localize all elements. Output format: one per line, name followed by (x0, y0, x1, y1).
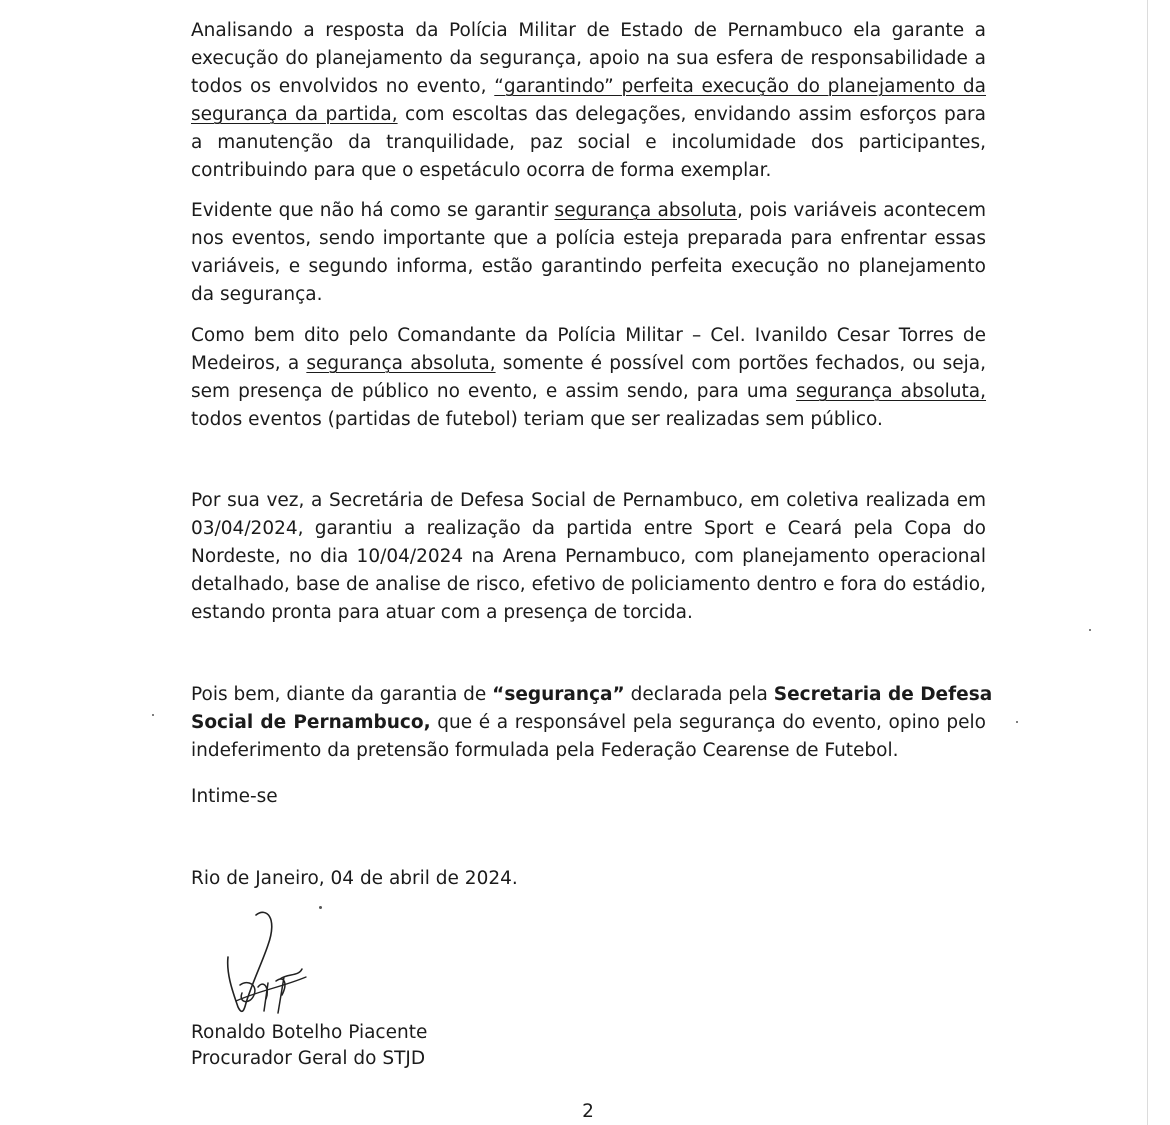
paragraph-line: Analisando a resposta da Polícia Militar de Estado de Pernambuco ela garante a (191, 20, 986, 41)
paragraph-line: variáveis, e segundo informa, estão garantindo perfeita execução no planejamento (191, 256, 986, 277)
paragraph-line: execução do planejamento da segurança, apoio na sua esfera de responsabilidade a (191, 48, 986, 69)
text-run: declarada pela (624, 684, 774, 705)
text-run: Pois bem, diante da garantia de (191, 684, 493, 705)
underlined-text: segurança absoluta (554, 200, 738, 221)
bold-text: “segurança” (492, 684, 625, 705)
signatory-title: Procurador Geral do STJD (191, 1048, 426, 1069)
paragraph-line (191, 681, 993, 709)
paragraph-5 (191, 681, 993, 765)
text-run: Evidente que não há como se garantir (191, 200, 555, 221)
paragraph-line: contribuindo para que o espetáculo ocorra de forma exemplar. (191, 160, 772, 181)
closing-text: Intime-se (191, 786, 278, 807)
signature (218, 905, 318, 1020)
paragraph-line (191, 709, 986, 737)
paragraph-line: Nordeste, no dia 10/04/2024 na Arena Pernambuco, com planejamento operacional (191, 546, 986, 567)
scan-speck (1089, 629, 1091, 631)
text-run: , pois variáveis acontecem (737, 200, 986, 221)
underlined-text: segurança absoluta, (306, 353, 496, 374)
paragraph-line (191, 378, 986, 406)
place-date: Rio de Janeiro, 04 de abril de 2024. (191, 868, 518, 889)
paragraph-line: a manutenção da tranquilidade, paz social e incolumidade dos participantes, (191, 132, 986, 153)
paragraph-line: todos eventos (partidas de futebol) teriam que ser realizadas sem público. (191, 409, 883, 430)
bold-text: Social de Pernambuco, (191, 712, 431, 733)
paragraph-line: 03/04/2024, garantiu a realização da partida entre Sport e Ceará pela Copa do (191, 518, 986, 539)
paragraph-line (191, 350, 986, 378)
paragraph-line (191, 73, 986, 101)
underlined-text: segurança absoluta, (795, 381, 987, 402)
paragraph-2 (191, 197, 986, 309)
text-run: Medeiros, a (191, 353, 307, 374)
text-run: sem presença de público no evento, e assim sendo, para uma (191, 381, 796, 402)
scan-speck (152, 714, 154, 716)
bold-text: Secretaria de Defesa (773, 684, 993, 705)
text-run: que é a responsável pela segurança do evento, opino pelo (430, 712, 986, 733)
text-run: com escoltas das delegações, envidando assim esforços para (397, 104, 986, 125)
scan-speck (1016, 721, 1018, 723)
paragraph-line: da segurança. (191, 284, 323, 305)
paragraph-line: detalhado, base de analise de risco, efetivo de policiamento dentro e fora do estádio, (191, 574, 986, 595)
underlined-text: segurança da partida, (191, 104, 398, 125)
paragraph-line: Por sua vez, a Secretária de Defesa Social de Pernambuco, em coletiva realizada em (191, 490, 986, 511)
ink-speck (319, 906, 322, 909)
underlined-text: “garantindo” perfeita execução do planejamento da (494, 76, 986, 97)
text-run: somente é possível com portões fechados, ou seja, (495, 353, 987, 374)
paragraph-line: estando pronta para atuar com a presença de torcida. (191, 602, 693, 623)
paragraph-line: nos eventos, sendo importante que a polícia esteja preparada para enfrentar essas (191, 228, 986, 249)
signatory-name: Ronaldo Botelho Piacente (191, 1022, 428, 1043)
paragraph-line: Como bem dito pelo Comandante da Polícia Militar – Cel. Ivanildo Cesar Torres de (191, 325, 986, 346)
paragraph-4 (191, 487, 986, 627)
paragraph-line (191, 101, 986, 129)
paragraph-3 (191, 322, 986, 434)
text-run: todos os envolvidos no evento, (191, 76, 495, 97)
page-edge (1147, 0, 1148, 1125)
page-number: 2 (582, 1101, 594, 1122)
paragraph-line: indeferimento da pretensão formulada pela Federação Cearense de Futebol. (191, 740, 899, 761)
paragraph-line (191, 197, 986, 225)
paragraph-1 (191, 17, 986, 185)
